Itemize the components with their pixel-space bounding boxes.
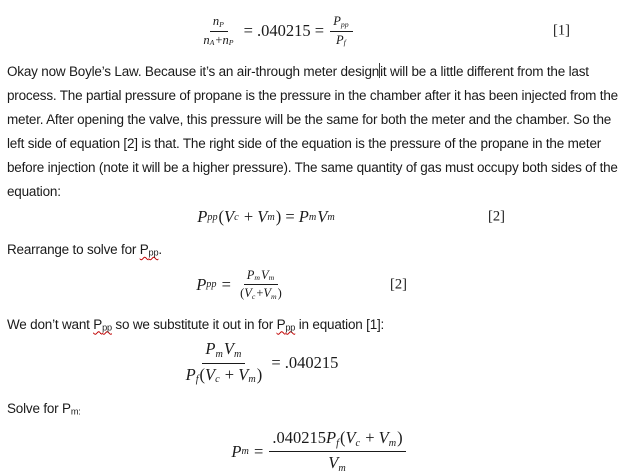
term: P bbox=[231, 441, 242, 461]
equation-4 bbox=[0, 339, 643, 387]
fraction-denominator: (Vc+Vm) bbox=[240, 286, 282, 302]
equation-5 bbox=[0, 426, 643, 476]
term: V bbox=[238, 364, 249, 384]
term: n bbox=[203, 32, 210, 47]
term: P bbox=[335, 32, 344, 47]
fraction-numerator: nP bbox=[210, 14, 228, 32]
misspelled-term: Ppp bbox=[139, 242, 159, 258]
equation-1 bbox=[0, 10, 643, 52]
equation-5-content: P m = $\frac{.040215Pf(Vc + Vm)}{Vm}$ bbox=[231, 428, 407, 476]
term: n bbox=[212, 13, 220, 28]
equation-1-number: [1] bbox=[553, 22, 570, 39]
term: P bbox=[185, 364, 196, 384]
fraction bbox=[200, 14, 237, 48]
fraction-numerator: .040215Pf(Vc + Vm) bbox=[269, 428, 405, 452]
term: V bbox=[345, 428, 356, 448]
term: V bbox=[317, 207, 328, 226]
equation-1-content: $\frac{nP}{nA+nP}$ = .040215 = $\frac{\text{Ppp}}{Pf}$ bbox=[198, 14, 354, 48]
term: P bbox=[333, 13, 341, 28]
equation-3-number: [2] bbox=[390, 276, 407, 293]
misspelled-term: Ppp bbox=[93, 316, 112, 333]
paragraph-boyles-law: Okay now Boyle’s Law. Because it’s an air-through meter designit will be a little different from the last process. The partial pressure of propane is the pressure in the chamber after it has been injected from the meter. After opening the valve, this pressure will be the same for both the meter and the chamber. So the left side of equation [2] is that. The right side of the equation is the pressure of the propane in the meter before injection (note it will be a higher pressure). The same quantity of gas must occupy both sides of the equation: bbox=[7, 64, 618, 199]
term: P bbox=[326, 428, 337, 448]
fraction bbox=[183, 339, 266, 387]
equation-3-content: P pp = $\frac{\text{PmVm}}{(Vc+Vm)}$ bbox=[196, 268, 287, 302]
term: V bbox=[205, 364, 216, 384]
term: Pm: bbox=[62, 401, 81, 417]
paragraph-rearrange: Rearrange to solve for Ppp. bbox=[7, 242, 162, 258]
term: P bbox=[298, 207, 309, 226]
equation-2-content: P pp ( V c + V m ) = P m V m bbox=[197, 207, 335, 226]
term: V bbox=[260, 267, 269, 282]
fraction-denominator: Pf(Vc + Vm) bbox=[185, 364, 263, 386]
fraction bbox=[269, 428, 405, 476]
equation-3 bbox=[0, 265, 643, 305]
fraction bbox=[237, 268, 285, 302]
term: n bbox=[222, 32, 229, 47]
paragraph-solve: Solve for Pm: bbox=[7, 401, 81, 417]
term: P bbox=[197, 207, 208, 226]
term: V bbox=[328, 453, 339, 473]
term: V bbox=[224, 207, 235, 226]
fraction-denominator: nA+nP bbox=[203, 32, 234, 48]
fraction-denominator: Pf bbox=[335, 32, 346, 48]
document-canvas[interactable] bbox=[0, 10, 643, 476]
equation-4-content: $\frac{\text{PmVm}}{Pf(Vc + Vm)}$ = .040215 bbox=[181, 339, 339, 387]
term: V bbox=[223, 339, 234, 359]
term: P bbox=[205, 339, 216, 359]
equation-2 bbox=[0, 204, 643, 230]
equation-2-number: [2] bbox=[488, 208, 505, 225]
term: V bbox=[378, 428, 389, 448]
term: V bbox=[257, 207, 268, 226]
term: P bbox=[246, 267, 255, 282]
term: V bbox=[244, 286, 252, 301]
fraction-denominator: Vm bbox=[328, 453, 346, 474]
fraction-numerator: PmVm bbox=[202, 339, 245, 363]
paragraph-substitute: We don’t want Ppp so we substitute it out in for Ppp in equation [1]: bbox=[7, 316, 385, 333]
term: P bbox=[196, 274, 207, 294]
fraction-numerator: PmVm bbox=[244, 268, 279, 286]
misspelled-term: Ppp bbox=[276, 316, 296, 333]
term: V bbox=[263, 286, 272, 301]
fraction-numerator: Ppp bbox=[330, 14, 352, 32]
fraction bbox=[330, 14, 352, 48]
